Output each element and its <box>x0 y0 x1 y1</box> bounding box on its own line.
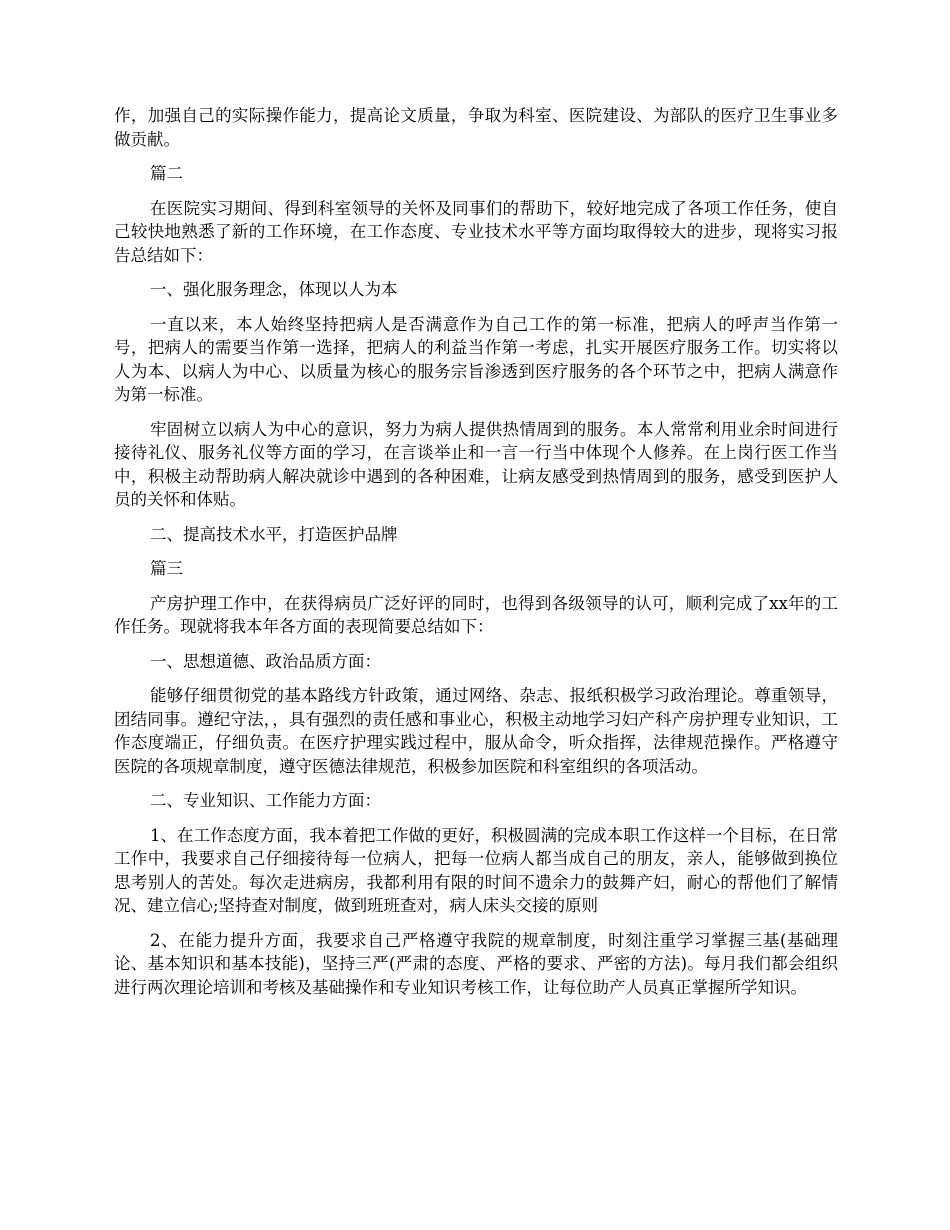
paragraph-delivery-room-intro: 产房护理工作中，在获得病员广泛好评的同时，也得到各级领导的认可，顺利完成了xx年的工作任务。现就将我本年各方面的表现简要总结如下： <box>114 593 838 636</box>
paragraph-work-attitude: 1、在工作态度方面，我本着把工作做的更好，积极圆满的完成本职工作这样一个目标，在日常工作中，我要求自己仔细接待每一位病人，把每一位病人都当成自己的朋友，亲人，能够做到换位思考别人的苦处。每次走进病房，我都利用有限的时间不遗余力的鼓舞产妇，耐心的帮他们了解情况、建立信心;坚持查对制度，做到班班查对，病人床头交接的原则 <box>114 825 838 915</box>
paragraph-ability-improvement: 2、在能力提升方面，我要求自己严格遵守我院的规章制度，时刻注重学习掌握三基(基础理论、基本知识和基本技能)，坚持三严(严肃的态度、严格的要求、严密的方法)。每月我们都会组织进行两次理论培训和考核及基础操作和专业知识考核工作，让每位助产人员真正掌握所学知识。 <box>114 930 838 997</box>
subheading-technical-level: 二、提高技术水平，打造医护品牌 <box>150 524 398 544</box>
paragraph-patient-first: 一直以来，本人始终坚持把病人是否满意作为自己工作的第一标准，把病人的呼声当作第一号，把病人的需要当作第一选择，把病人的利益当作第一考虑，扎实开展医疗服务工作。切实将以人为本、以病人为中心、以质量为核心的服务宗旨渗透到医疗服务的各个环节之中，把病人满意作为第一标准。 <box>114 314 838 404</box>
section-heading-part-three: 篇三 <box>150 559 183 578</box>
subheading-service-concept: 一、强化服务理念，体现以人为本 <box>150 280 398 299</box>
subheading-ideology-politics: 一、思想道德、政治品质方面： <box>150 651 381 671</box>
document-page <box>114 104 838 999</box>
paragraph-continuation: 作，加强自己的实际操作能力，提高论文质量，争取为科室、医院建设、为部队的医疗卫生事业多做贡献。 <box>114 106 838 149</box>
paragraph-political-study: 能够仔细贯彻党的基本路线方针政策，通过网络、杂志、报纸积极学习政治理论。尊重领导，团结同事。遵纪守法，，具有强烈的责任感和事业心，积极主动地学习妇产科产房护理专业知识，工作态度端正，仔细负责。在医疗护理实践过程中，服从命令，听众指挥，法律规范操作。严格遵守医院的各项规章制度，遵守医德法律规范，积极参加医院和科室组织的各项活动。 <box>114 686 838 776</box>
section-heading-part-two: 篇二 <box>150 164 183 183</box>
paragraph-internship-intro: 在医院实习期间、得到科室领导的关怀及同事们的帮助下，较好地完成了各项工作任务，使自己较快地熟悉了新的工作环境，在工作态度、专业技术水平等方面均取得较大的进步，现将实习报告总结如下： <box>114 198 838 265</box>
subheading-professional-knowledge: 二、专业知识、工作能力方面： <box>150 791 381 810</box>
paragraph-patient-centered: 牢固树立以病人为中心的意识，努力为病人提供热情周到的服务。本人常常利用业余时间进行接待礼仪、服务礼仪等方面的学习，在言谈举止和一言一行当中体现个人修养。在上岗行医工作当中，积极主动帮助病人解决就诊中遇到的各种困难，让病友感受到热情周到的服务，感受到医护人员的关怀和体贴。 <box>114 419 838 509</box>
